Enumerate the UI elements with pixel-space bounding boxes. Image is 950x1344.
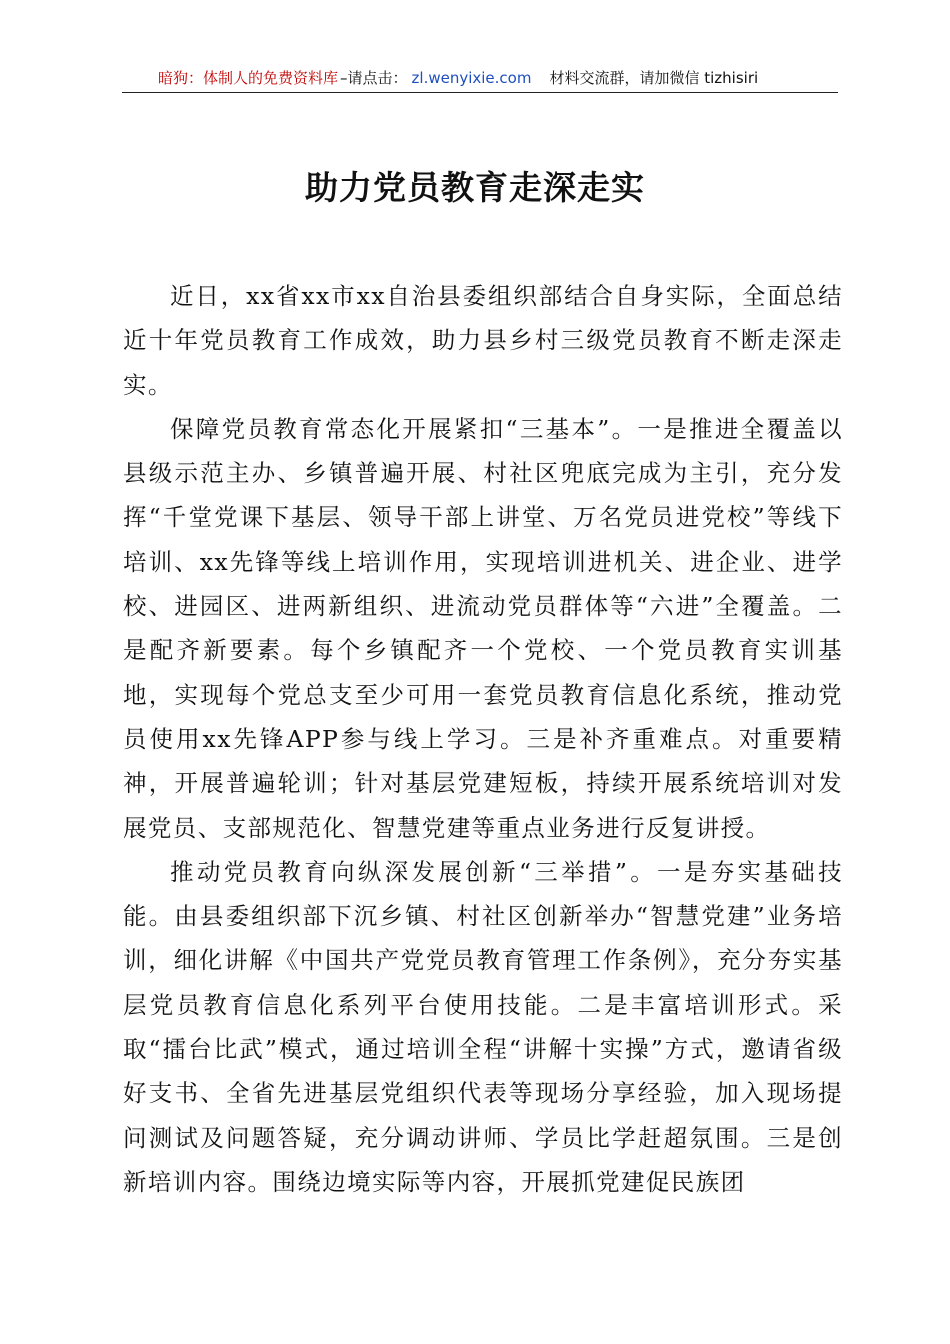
header-divider bbox=[122, 92, 838, 93]
header-brand-text: 暗狗：体制人的免费资料库 bbox=[158, 69, 339, 87]
header-link[interactable]: zl.wenyixie.com bbox=[411, 69, 532, 87]
document-title: 助力党员教育走深走实 bbox=[305, 168, 645, 207]
paragraph: 保障党员教育常态化开展紧扣“三基本”。一是推进全覆盖以县级示范主办、乡镇普遍开展、村社区兜底完成为主引，充分发挥“千堂党课下基层、领导干部上讲堂、万名党员进党校”等线下培训、xx先锋等线上培训作用，实现培训进机关、进企业、进学校、进园区、进两新组织、进流动党员群体等“六进”全覆盖。二是配齐新要素。每个乡镇配齐一个党校、一个党员教育实训基地，实现每个党总支至少可用一套党员教育信息化系统，推动党员使用xx先锋APP参与线上学习。三是补齐重难点。对重要精神，开展普遍轮训；针对基层党建短板，持续开展系统培训对发展党员、支部规范化、智慧党建等重点业务进行反复讲授。 bbox=[123, 414, 843, 842]
paragraph: 近日，xx省xx市xx自治县委组织部结合自身实际，全面总结近十年党员教育工作成效，助力县乡村三级党员教育不断走深走实。 bbox=[123, 282, 843, 399]
document-body bbox=[123, 274, 843, 1204]
page-header bbox=[122, 66, 838, 90]
header-click-prompt: –请点击： bbox=[340, 69, 408, 87]
paragraph: 推动党员教育向纵深发展创新“三举措”。一是夯实基础技能。由县委组织部下沉乡镇、村社区创新举办“智慧党建”业务培训，细化讲解《中国共产党党员教育管理工作条例》，充分夯实基层党员教育信息化系列平台使用技能。二是丰富培训形式。采取“擂台比武”模式，通过培训全程“讲解十实操”方式，邀请省级好支书、全省先进基层党组织代表等现场分享经验，加入现场提问测试及问题答疑，充分调动讲师、学员比学赶超氛围。三是创新培训内容。围绕边境实际等内容，开展抓党建促民族团 bbox=[123, 857, 843, 1196]
header-contact-text: 材料交流群，请加微信 tizhisiri bbox=[549, 69, 759, 87]
